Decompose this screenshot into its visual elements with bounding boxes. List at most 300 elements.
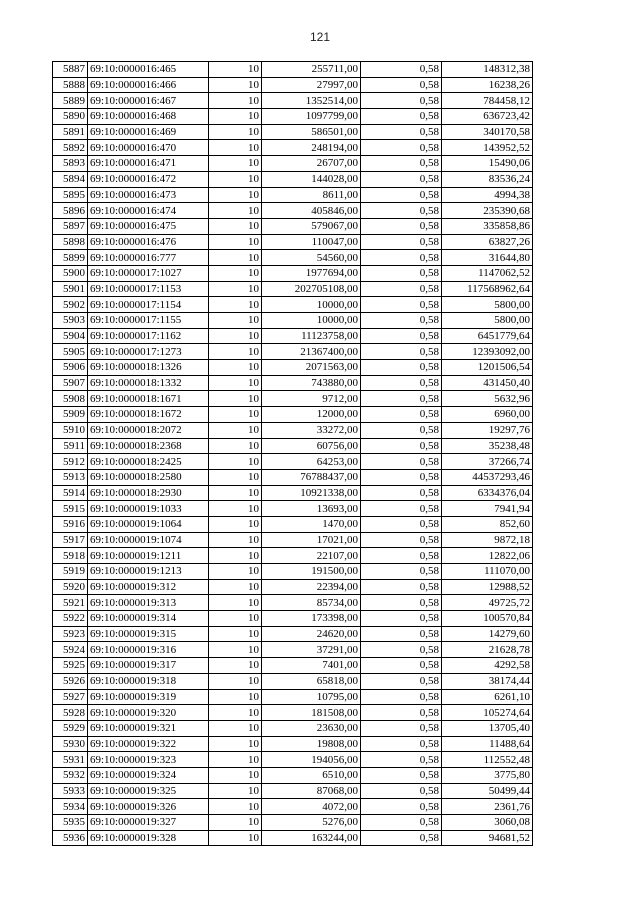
table-row: [53, 313, 533, 329]
rate-cell: 10: [209, 438, 262, 454]
table-row: [53, 360, 533, 376]
value-cell: 76788437,00: [262, 469, 361, 485]
coefficient-cell: 0,58: [361, 626, 442, 642]
coefficient-cell: 0,58: [361, 485, 442, 501]
value-cell: 163244,00: [262, 830, 361, 846]
result-cell: 6960,00: [442, 407, 533, 423]
table-row: [53, 689, 533, 705]
coefficient-cell: 0,58: [361, 689, 442, 705]
rate-cell: 10: [209, 799, 262, 815]
rate-cell: 10: [209, 203, 262, 219]
row-number-cell: 5914: [53, 485, 88, 501]
value-cell: 19808,00: [262, 736, 361, 752]
result-cell: 94681,52: [442, 830, 533, 846]
result-cell: 4292,58: [442, 658, 533, 674]
rate-cell: 10: [209, 109, 262, 125]
rate-cell: 10: [209, 579, 262, 595]
cadastral-number-cell: 69:10:0000019:325: [88, 783, 209, 799]
coefficient-cell: 0,58: [361, 281, 442, 297]
cadastral-number-cell: 69:10:0000018:1671: [88, 391, 209, 407]
value-cell: 26707,00: [262, 156, 361, 172]
cadastral-number-cell: 69:10:0000019:1213: [88, 564, 209, 580]
value-cell: 5276,00: [262, 815, 361, 831]
row-number-cell: 5906: [53, 360, 88, 376]
row-number-cell: 5922: [53, 611, 88, 627]
row-number-cell: 5895: [53, 187, 88, 203]
table-row: [53, 642, 533, 658]
cadastral-number-cell: 69:10:0000019:315: [88, 626, 209, 642]
coefficient-cell: 0,58: [361, 171, 442, 187]
rate-cell: 10: [209, 469, 262, 485]
row-number-cell: 5921: [53, 595, 88, 611]
table-body: [53, 62, 533, 846]
value-cell: 248194,00: [262, 140, 361, 156]
table-row: [53, 720, 533, 736]
rate-cell: 10: [209, 532, 262, 548]
rate-cell: 10: [209, 187, 262, 203]
coefficient-cell: 0,58: [361, 234, 442, 250]
cadastral-number-cell: 69:10:0000017:1153: [88, 281, 209, 297]
coefficient-cell: 0,58: [361, 422, 442, 438]
result-cell: 852,60: [442, 516, 533, 532]
result-cell: 5800,00: [442, 313, 533, 329]
rate-cell: 10: [209, 77, 262, 93]
table-row: [53, 171, 533, 187]
value-cell: 12000,00: [262, 407, 361, 423]
rate-cell: 10: [209, 815, 262, 831]
result-cell: 50499,44: [442, 783, 533, 799]
rate-cell: 10: [209, 156, 262, 172]
coefficient-cell: 0,58: [361, 360, 442, 376]
cadastral-number-cell: 69:10:0000018:2930: [88, 485, 209, 501]
result-cell: 12393092,00: [442, 344, 533, 360]
result-cell: 143952,52: [442, 140, 533, 156]
result-cell: 636723,42: [442, 109, 533, 125]
row-number-cell: 5899: [53, 250, 88, 266]
coefficient-cell: 0,58: [361, 595, 442, 611]
row-number-cell: 5910: [53, 422, 88, 438]
rate-cell: 10: [209, 124, 262, 140]
row-number-cell: 5930: [53, 736, 88, 752]
rate-cell: 10: [209, 689, 262, 705]
result-cell: 49725,72: [442, 595, 533, 611]
result-cell: 19297,76: [442, 422, 533, 438]
row-number-cell: 5889: [53, 93, 88, 109]
table-row: [53, 281, 533, 297]
coefficient-cell: 0,58: [361, 297, 442, 313]
coefficient-cell: 0,58: [361, 642, 442, 658]
value-cell: 10000,00: [262, 313, 361, 329]
table-row: [53, 815, 533, 831]
coefficient-cell: 0,58: [361, 469, 442, 485]
cadastral-number-cell: 69:10:0000019:319: [88, 689, 209, 705]
table-row: [53, 579, 533, 595]
result-cell: 63827,26: [442, 234, 533, 250]
row-number-cell: 5888: [53, 77, 88, 93]
value-cell: 23630,00: [262, 720, 361, 736]
row-number-cell: 5917: [53, 532, 88, 548]
coefficient-cell: 0,58: [361, 218, 442, 234]
row-number-cell: 5931: [53, 752, 88, 768]
rate-cell: 10: [209, 218, 262, 234]
row-number-cell: 5918: [53, 548, 88, 564]
coefficient-cell: 0,58: [361, 140, 442, 156]
row-number-cell: 5924: [53, 642, 88, 658]
rate-cell: 10: [209, 62, 262, 78]
cadastral-number-cell: 69:10:0000019:322: [88, 736, 209, 752]
coefficient-cell: 0,58: [361, 265, 442, 281]
coefficient-cell: 0,58: [361, 720, 442, 736]
table-row: [53, 485, 533, 501]
value-cell: 17021,00: [262, 532, 361, 548]
rate-cell: 10: [209, 391, 262, 407]
table-row: [53, 422, 533, 438]
result-cell: 148312,38: [442, 62, 533, 78]
rate-cell: 10: [209, 140, 262, 156]
table-row: [53, 532, 533, 548]
coefficient-cell: 0,58: [361, 454, 442, 470]
table-row: [53, 595, 533, 611]
coefficient-cell: 0,58: [361, 516, 442, 532]
value-cell: 144028,00: [262, 171, 361, 187]
table-row: [53, 297, 533, 313]
value-cell: 10921338,00: [262, 485, 361, 501]
coefficient-cell: 0,58: [361, 579, 442, 595]
cadastral-number-cell: 69:10:0000019:316: [88, 642, 209, 658]
value-cell: 11123758,00: [262, 328, 361, 344]
cadastral-number-cell: 69:10:0000018:1326: [88, 360, 209, 376]
value-cell: 191500,00: [262, 564, 361, 580]
cadastral-number-cell: 69:10:0000016:465: [88, 62, 209, 78]
table-row: [53, 673, 533, 689]
row-number-cell: 5904: [53, 328, 88, 344]
row-number-cell: 5919: [53, 564, 88, 580]
coefficient-cell: 0,58: [361, 799, 442, 815]
table-row: [53, 407, 533, 423]
table-row: [53, 830, 533, 846]
table-row: [53, 187, 533, 203]
cadastral-number-cell: 69:10:0000019:323: [88, 752, 209, 768]
value-cell: 1977694,00: [262, 265, 361, 281]
row-number-cell: 5934: [53, 799, 88, 815]
coefficient-cell: 0,58: [361, 109, 442, 125]
row-number-cell: 5927: [53, 689, 88, 705]
result-cell: 6261,10: [442, 689, 533, 705]
cadastral-number-cell: 69:10:0000016:476: [88, 234, 209, 250]
cadastral-number-cell: 69:10:0000017:1154: [88, 297, 209, 313]
row-number-cell: 5894: [53, 171, 88, 187]
value-cell: 22394,00: [262, 579, 361, 595]
cadastral-number-cell: 69:10:0000017:1273: [88, 344, 209, 360]
coefficient-cell: 0,58: [361, 438, 442, 454]
cadastral-number-cell: 69:10:0000017:1155: [88, 313, 209, 329]
row-number-cell: 5929: [53, 720, 88, 736]
result-cell: 5800,00: [442, 297, 533, 313]
value-cell: 586501,00: [262, 124, 361, 140]
cadastral-number-cell: 69:10:0000018:1332: [88, 375, 209, 391]
result-cell: 31644,80: [442, 250, 533, 266]
row-number-cell: 5897: [53, 218, 88, 234]
result-cell: 14279,60: [442, 626, 533, 642]
value-cell: 65818,00: [262, 673, 361, 689]
rate-cell: 10: [209, 595, 262, 611]
row-number-cell: 5912: [53, 454, 88, 470]
rate-cell: 10: [209, 564, 262, 580]
table-row: [53, 328, 533, 344]
coefficient-cell: 0,58: [361, 815, 442, 831]
rate-cell: 10: [209, 720, 262, 736]
value-cell: 6510,00: [262, 767, 361, 783]
row-number-cell: 5907: [53, 375, 88, 391]
result-cell: 235390,68: [442, 203, 533, 219]
table-row: [53, 516, 533, 532]
row-number-cell: 5900: [53, 265, 88, 281]
value-cell: 21367400,00: [262, 344, 361, 360]
coefficient-cell: 0,58: [361, 391, 442, 407]
result-cell: 6334376,04: [442, 485, 533, 501]
row-number-cell: 5932: [53, 767, 88, 783]
result-cell: 6451779,64: [442, 328, 533, 344]
rate-cell: 10: [209, 626, 262, 642]
table-row: [53, 705, 533, 721]
row-number-cell: 5890: [53, 109, 88, 125]
table-row: [53, 203, 533, 219]
result-cell: 13705,40: [442, 720, 533, 736]
table-row: [53, 783, 533, 799]
cadastral-number-cell: 69:10:0000019:327: [88, 815, 209, 831]
result-cell: 5632,96: [442, 391, 533, 407]
table-row: [53, 658, 533, 674]
row-number-cell: 5896: [53, 203, 88, 219]
rate-cell: 10: [209, 313, 262, 329]
page-number: 121: [309, 30, 331, 44]
cadastral-number-cell: 69:10:0000016:471: [88, 156, 209, 172]
value-cell: 255711,00: [262, 62, 361, 78]
coefficient-cell: 0,58: [361, 124, 442, 140]
result-cell: 12988,52: [442, 579, 533, 595]
result-cell: 784458,12: [442, 93, 533, 109]
cadastral-number-cell: 69:10:0000018:2580: [88, 469, 209, 485]
table-row: [53, 752, 533, 768]
result-cell: 21628,78: [442, 642, 533, 658]
value-cell: 9712,00: [262, 391, 361, 407]
coefficient-cell: 0,58: [361, 77, 442, 93]
result-cell: 7941,94: [442, 501, 533, 517]
cadastral-number-cell: 69:10:0000019:318: [88, 673, 209, 689]
cadastral-number-cell: 69:10:0000019:324: [88, 767, 209, 783]
result-cell: 4994,38: [442, 187, 533, 203]
row-number-cell: 5909: [53, 407, 88, 423]
cadastral-number-cell: 69:10:0000018:2425: [88, 454, 209, 470]
table-row: [53, 799, 533, 815]
row-number-cell: 5928: [53, 705, 88, 721]
coefficient-cell: 0,58: [361, 328, 442, 344]
coefficient-cell: 0,58: [361, 313, 442, 329]
rate-cell: 10: [209, 705, 262, 721]
coefficient-cell: 0,58: [361, 705, 442, 721]
result-cell: 112552,48: [442, 752, 533, 768]
rate-cell: 10: [209, 783, 262, 799]
result-cell: 11488,64: [442, 736, 533, 752]
rate-cell: 10: [209, 375, 262, 391]
value-cell: 22107,00: [262, 548, 361, 564]
coefficient-cell: 0,58: [361, 673, 442, 689]
row-number-cell: 5898: [53, 234, 88, 250]
cadastral-number-cell: 69:10:0000019:321: [88, 720, 209, 736]
rate-cell: 10: [209, 328, 262, 344]
rate-cell: 10: [209, 234, 262, 250]
rate-cell: 10: [209, 281, 262, 297]
value-cell: 54560,00: [262, 250, 361, 266]
value-cell: 87068,00: [262, 783, 361, 799]
coefficient-cell: 0,58: [361, 767, 442, 783]
value-cell: 579067,00: [262, 218, 361, 234]
result-cell: 3775,80: [442, 767, 533, 783]
rate-cell: 10: [209, 673, 262, 689]
result-cell: 1201506,54: [442, 360, 533, 376]
row-number-cell: 5905: [53, 344, 88, 360]
value-cell: 33272,00: [262, 422, 361, 438]
table-row: [53, 375, 533, 391]
rate-cell: 10: [209, 93, 262, 109]
cadastral-number-cell: 69:10:0000016:466: [88, 77, 209, 93]
value-cell: 4072,00: [262, 799, 361, 815]
row-number-cell: 5913: [53, 469, 88, 485]
table-row: [53, 626, 533, 642]
cadastral-number-cell: 69:10:0000018:1672: [88, 407, 209, 423]
value-cell: 2071563,00: [262, 360, 361, 376]
result-cell: 2361,76: [442, 799, 533, 815]
rate-cell: 10: [209, 422, 262, 438]
row-number-cell: 5935: [53, 815, 88, 831]
table-row: [53, 344, 533, 360]
coefficient-cell: 0,58: [361, 62, 442, 78]
cadastral-number-cell: 69:10:0000019:312: [88, 579, 209, 595]
coefficient-cell: 0,58: [361, 830, 442, 846]
row-number-cell: 5903: [53, 313, 88, 329]
table-row: [53, 265, 533, 281]
result-cell: 37266,74: [442, 454, 533, 470]
coefficient-cell: 0,58: [361, 501, 442, 517]
row-number-cell: 5893: [53, 156, 88, 172]
cadastral-number-cell: 69:10:0000019:328: [88, 830, 209, 846]
rate-cell: 10: [209, 501, 262, 517]
row-number-cell: 5902: [53, 297, 88, 313]
cadastral-number-cell: 69:10:0000016:468: [88, 109, 209, 125]
cadastral-number-cell: 69:10:0000019:313: [88, 595, 209, 611]
row-number-cell: 5933: [53, 783, 88, 799]
result-cell: 335858,86: [442, 218, 533, 234]
value-cell: 60756,00: [262, 438, 361, 454]
cadastral-number-cell: 69:10:0000019:1211: [88, 548, 209, 564]
row-number-cell: 5891: [53, 124, 88, 140]
result-cell: 9872,18: [442, 532, 533, 548]
value-cell: 194056,00: [262, 752, 361, 768]
rate-cell: 10: [209, 736, 262, 752]
value-cell: 202705108,00: [262, 281, 361, 297]
table-row: [53, 438, 533, 454]
cadastral-number-cell: 69:10:0000019:1074: [88, 532, 209, 548]
value-cell: 1470,00: [262, 516, 361, 532]
table-row: [53, 156, 533, 172]
cadastral-number-cell: 69:10:0000019:1064: [88, 516, 209, 532]
result-cell: 1147062,52: [442, 265, 533, 281]
value-cell: 27997,00: [262, 77, 361, 93]
table-row: [53, 391, 533, 407]
coefficient-cell: 0,58: [361, 93, 442, 109]
cadastral-number-cell: 69:10:0000016:777: [88, 250, 209, 266]
rate-cell: 10: [209, 344, 262, 360]
coefficient-cell: 0,58: [361, 250, 442, 266]
row-number-cell: 5936: [53, 830, 88, 846]
result-cell: 3060,08: [442, 815, 533, 831]
rate-cell: 10: [209, 516, 262, 532]
value-cell: 743880,00: [262, 375, 361, 391]
cadastral-number-cell: 69:10:0000018:2072: [88, 422, 209, 438]
rate-cell: 10: [209, 171, 262, 187]
cadastral-number-cell: 69:10:0000017:1027: [88, 265, 209, 281]
rate-cell: 10: [209, 360, 262, 376]
result-cell: 35238,48: [442, 438, 533, 454]
table-row: [53, 548, 533, 564]
coefficient-cell: 0,58: [361, 611, 442, 627]
rate-cell: 10: [209, 297, 262, 313]
table-row: [53, 611, 533, 627]
result-cell: 100570,84: [442, 611, 533, 627]
row-number-cell: 5920: [53, 579, 88, 595]
value-cell: 1097799,00: [262, 109, 361, 125]
value-cell: 85734,00: [262, 595, 361, 611]
coefficient-cell: 0,58: [361, 658, 442, 674]
row-number-cell: 5915: [53, 501, 88, 517]
rate-cell: 10: [209, 611, 262, 627]
data-table: [52, 61, 533, 846]
cadastral-number-cell: 69:10:0000016:474: [88, 203, 209, 219]
cadastral-number-cell: 69:10:0000019:326: [88, 799, 209, 815]
rate-cell: 10: [209, 548, 262, 564]
coefficient-cell: 0,58: [361, 532, 442, 548]
result-cell: 38174,44: [442, 673, 533, 689]
table-row: [53, 501, 533, 517]
cadastral-number-cell: 69:10:0000019:1033: [88, 501, 209, 517]
value-cell: 13693,00: [262, 501, 361, 517]
result-cell: 83536,24: [442, 171, 533, 187]
coefficient-cell: 0,58: [361, 375, 442, 391]
row-number-cell: 5901: [53, 281, 88, 297]
table-row: [53, 250, 533, 266]
row-number-cell: 5926: [53, 673, 88, 689]
table-row: [53, 469, 533, 485]
rate-cell: 10: [209, 407, 262, 423]
cadastral-number-cell: 69:10:0000017:1162: [88, 328, 209, 344]
rate-cell: 10: [209, 830, 262, 846]
coefficient-cell: 0,58: [361, 344, 442, 360]
result-cell: 431450,40: [442, 375, 533, 391]
rate-cell: 10: [209, 485, 262, 501]
rate-cell: 10: [209, 752, 262, 768]
value-cell: 37291,00: [262, 642, 361, 658]
row-number-cell: 5908: [53, 391, 88, 407]
rate-cell: 10: [209, 265, 262, 281]
cadastral-number-cell: 69:10:0000018:2368: [88, 438, 209, 454]
rate-cell: 10: [209, 250, 262, 266]
coefficient-cell: 0,58: [361, 752, 442, 768]
coefficient-cell: 0,58: [361, 407, 442, 423]
value-cell: 10000,00: [262, 297, 361, 313]
value-cell: 1352514,00: [262, 93, 361, 109]
table-row: [53, 140, 533, 156]
result-cell: 12822,06: [442, 548, 533, 564]
